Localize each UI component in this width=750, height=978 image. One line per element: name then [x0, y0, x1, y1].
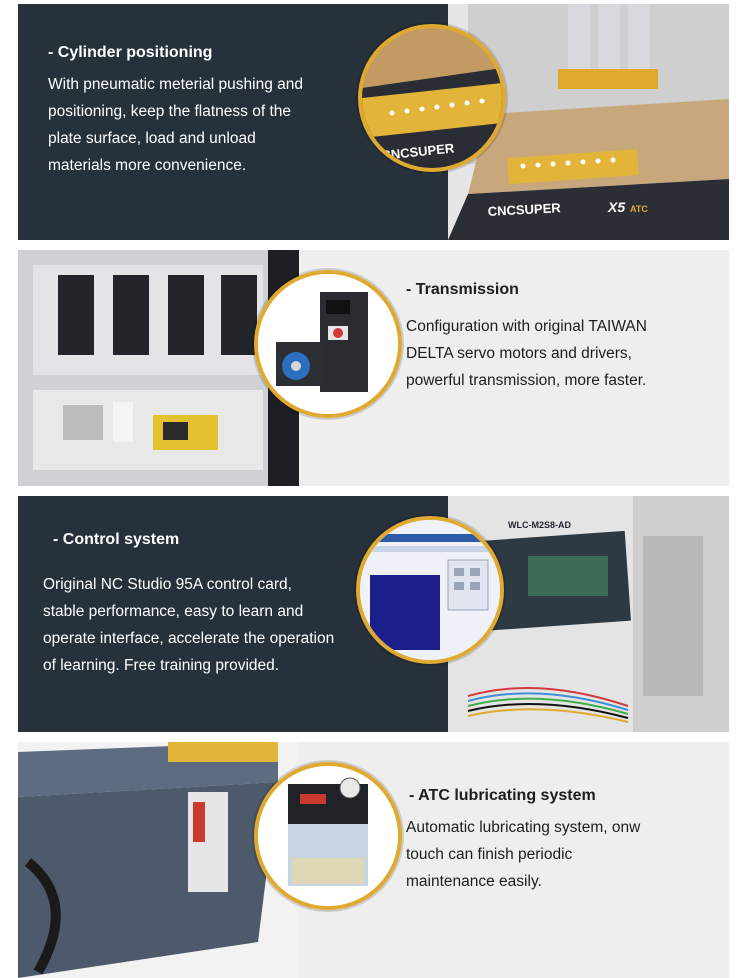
zoom-circle-lubricator [254, 762, 402, 910]
description-line: With pneumatic meterial pushing and [48, 76, 304, 93]
description-line: Configuration with original TAIWAN [406, 318, 647, 335]
description-line: Automatic lubricating system, onw [406, 819, 641, 836]
zoom-circle-positioning [358, 24, 506, 172]
description-line: powerful transmission, more faster. [406, 372, 647, 389]
machine-frame-photo [18, 742, 299, 978]
description-line: of learning. Free training provided. [43, 657, 280, 674]
section-description [43, 571, 383, 679]
section-description [406, 814, 716, 895]
zoom-circle-software [356, 516, 504, 664]
section-transmission [18, 250, 729, 486]
section-description [406, 313, 716, 394]
section-title: - ATC lubricating system [409, 787, 596, 804]
section-control-system [18, 496, 729, 732]
description-line: stable performance, easy to learn and [43, 603, 304, 620]
electrical-cabinet-photo [18, 250, 299, 486]
brand-logo-zoom-text: CNCSUPER [380, 140, 455, 163]
model-label: X5 [608, 199, 626, 215]
description-line: plate surface, load and unload [48, 130, 256, 147]
section-title: - Control system [53, 531, 180, 548]
description-line: DELTA servo motors and drivers, [406, 345, 632, 362]
card-label: WLC-M2S8-AD [508, 520, 571, 530]
description-line: positioning, keep the flatness of the [48, 103, 291, 120]
description-line: materials more convenience. [48, 157, 247, 174]
model-suffix: ATC [630, 204, 648, 214]
section-description [48, 71, 358, 179]
description-line: maintenance easily. [406, 873, 542, 890]
section-atc-lubricating [18, 742, 729, 978]
description-line: touch can finish periodic [406, 846, 573, 863]
description-line: Original NC Studio 95A control card, [43, 576, 292, 593]
brand-logo-text: CNCSUPER [487, 200, 562, 219]
zoom-circle-servo [254, 270, 402, 418]
description-line: operate interface, accelerate the operation [43, 630, 335, 647]
section-title: - Transmission [406, 281, 519, 298]
section-cylinder-positioning [18, 4, 729, 240]
section-title: - Cylinder positioning [48, 44, 213, 61]
